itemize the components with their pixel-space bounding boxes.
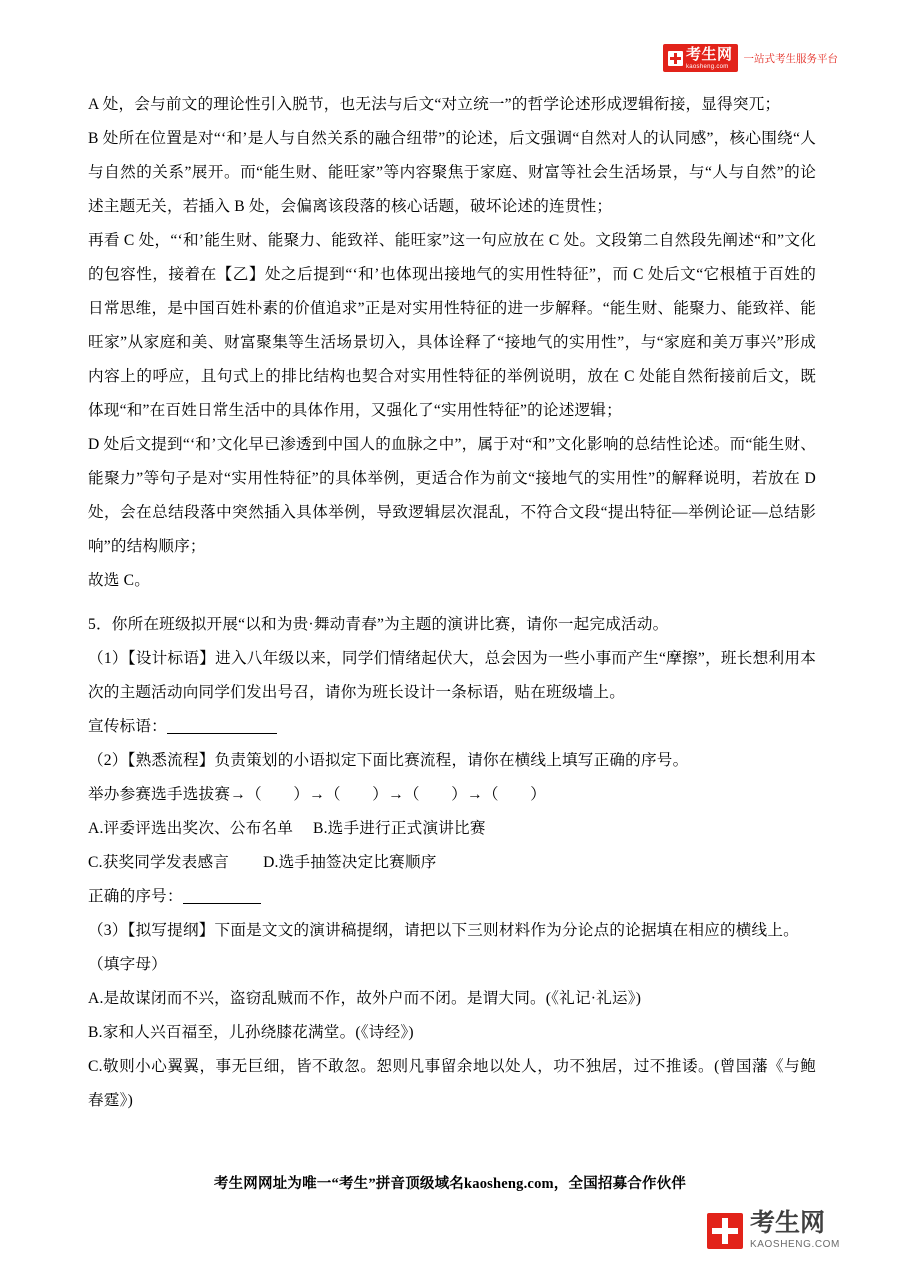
question-5-sub2-options-row1: A.评委评选出奖次、公布名单 B.选手进行正式演讲比赛: [88, 820, 486, 837]
question-5-sub2-text: （2）【熟悉流程】负责策划的小语拟定下面比赛流程，请你在横线上填写正确的序号。: [88, 752, 689, 769]
document-content: [88, 88, 816, 1118]
plus-logo-icon: [668, 51, 683, 66]
question-5-sub1-text: （1）【设计标语】进入八年级以来，同学们情绪起伏大，总会因为一些小事而产生“摩擦”，班长想利用本次的主题活动向同学们发出号召，请你为班长设计一条标语，贴在班级墙上。: [88, 650, 816, 701]
order-answer-blank[interactable]: [183, 903, 261, 904]
paragraph-d: D 处后文提到“‘和’文化早已渗透到中国人的血脉之中”，属于对“和”文化影响的总结性论述。而“能生财、能聚力”等句子是对“实用性特征”的具体举例，更适合作为前文“接地气的实用性”的解释说明，若放在 D 处，会在总结段落中突然插入具体举例，导致逻辑层次混乱，不符合文段“提出特征—举例论证—总结影响”的结构顺序；: [88, 436, 816, 555]
paragraph-a: A 处，会与前文的理论性引入脱节，也无法与后文“对立统一”的哲学论述形成逻辑衔接，显得突兀；: [88, 96, 781, 113]
header-logo: [663, 44, 838, 72]
brand-slogan: 一站式考生服务平台: [743, 52, 838, 65]
slogan-answer-label: 宣传标语：: [88, 718, 167, 735]
order-answer-label: 正确的序号：: [88, 888, 183, 905]
material-c: C.敬则小心翼翼，事无巨细，皆不敢忽。恕则凡事留余地以处人，功不独居，过不推诿。(曾国藩《与鲍春霆》): [88, 1058, 816, 1109]
paragraph-b: B 处所在位置是对“‘和’是人与自然关系的融合纽带”的论述，后文强调“自然对人的认同感”，核心围绕“人与自然的关系”展开。而“能生财、能旺家”等内容聚焦于家庭、财富等社会生活场景，与“人与自然”的论述主题无关，若插入 B 处，会偏离该段落的核心话题，破坏论述的连贯性；: [88, 130, 816, 215]
question-5-sub3-hint: （填字母）: [88, 956, 167, 973]
question-5-sub2-answer-row: [88, 880, 816, 914]
material-b: B.家和人兴百福至，儿孙绕膝花满堂。(《诗经》): [88, 1024, 414, 1041]
footer-logo: [707, 1211, 840, 1250]
paragraph-conclusion: 故选 C。: [88, 572, 151, 589]
footer-brand-name: 考生网: [750, 1209, 826, 1237]
brand-badge: [663, 44, 738, 72]
option-d: D.选手抽签决定比赛顺序: [263, 854, 437, 871]
question-5-sub2-options-row2: [88, 846, 816, 880]
option-c: C.获奖同学发表感言: [88, 854, 230, 871]
footer-note: 考生网网址为唯一“考生”拼音顶级域名kaosheng.com，全国招募合作伙伴: [213, 1176, 687, 1192]
paragraph-c: 再看 C 处，“‘和’能生财、能聚力、能致祥、能旺家”这一句应放在 C 处。文段第二自然段先阐述“和”文化的包容性，接着在【乙】处之后提到“‘和’也体现出接地气的实用性特征”，而 C 处后文“它根植于百姓的日常思维，是中国百姓朴素的价值追求”正是对实用性特征的进一步解释。“能生财、能聚力、能致祥、能旺家”从家庭和美、财富聚集等生活场景切入，具体诠释了“接地气的实用性”，与“家庭和美万事兴”形成内容上的呼应，且句式上的排比结构也契合对实用性特征的举例说明，放在 C 处能自然衔接前后文，既体现“和”在百姓日常生活中的具体作用，又强化了“实用性特征”的论述逻辑；: [88, 232, 816, 419]
slogan-answer-blank[interactable]: [167, 733, 277, 734]
brand-name: 考生网: [685, 46, 733, 63]
question-5-stem: 5．你所在班级拟开展“以和为贵·舞动青春”为主题的演讲比赛，请你一起完成活动。: [88, 616, 669, 633]
question-5-sub3-text: （3）【拟写提纲】下面是文文的演讲稿提纲，请把以下三则材料作为分论点的论据填在相应的横线上。: [88, 922, 799, 939]
material-a: A.是故谋闭而不兴，盗窃乱贼而不作，故外户而不闭。是谓大同。(《礼记·礼运》): [88, 990, 642, 1007]
footer-brand-domain: KAOSHENG.COM: [750, 1239, 840, 1250]
question-5-sub1-answer-row: [88, 710, 816, 744]
brand-domain: kaosheng.com: [685, 64, 729, 70]
question-5-sub2-flow: 举办参赛选手选拔赛→（ ）→（ ）→（ ）→（ ）: [88, 786, 547, 803]
plus-logo-icon-footer: [707, 1213, 743, 1249]
